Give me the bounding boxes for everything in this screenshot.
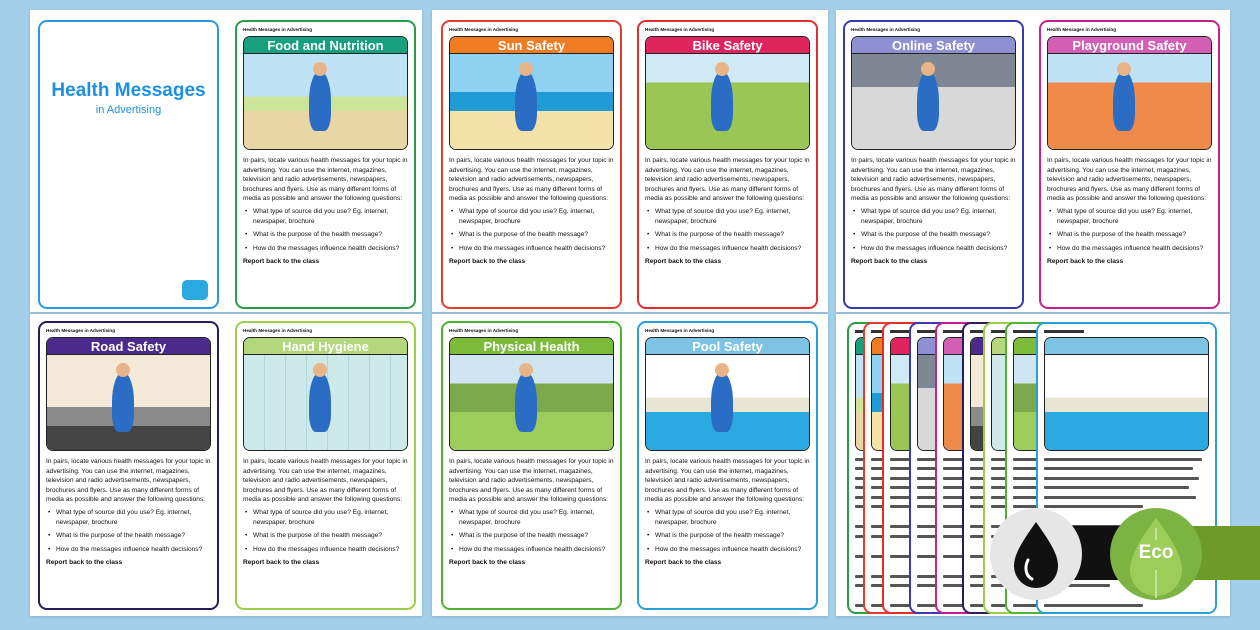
question-bullet: • What type of source did you use? Eg. internet, newspaper, brochure	[449, 207, 614, 226]
question-bullet: • What is the purpose of the health message?	[449, 230, 614, 240]
report-text: Report back to the class	[449, 559, 526, 567]
child-figure	[309, 372, 331, 432]
question-bullet: • What type of source did you use? Eg. internet, newspaper, brochure	[1047, 207, 1212, 226]
report-text: Report back to the class	[1047, 258, 1124, 266]
scene-image	[450, 355, 613, 450]
report-text: Report back to the class	[243, 559, 320, 567]
question-bullet: • How do the messages influence health decisions?	[851, 244, 1016, 254]
card-header: Health Messages in Advertising	[46, 328, 116, 333]
report-text: Report back to the class	[243, 258, 320, 266]
card-header: Health Messages in Advertising	[449, 328, 519, 333]
scene-image	[1045, 355, 1208, 450]
activity-card-playground-safety	[1039, 20, 1220, 309]
intro-text: In pairs, locate various health messages for your topic in advertising. You can use the internet, magazines, television and radio advertisements, newspapers, brochures and flyers. Use as many different forms of media as possible and answer the following questions:	[449, 458, 614, 504]
intro-text: In pairs, locate various health messages for your topic in advertising. You can use the internet, magazines, television and radio advertisements, newspapers, brochures and flyers. Use as many different forms of media as possible and answer the following questions:	[46, 458, 211, 504]
child-figure	[711, 71, 733, 131]
text-line-placeholder	[1044, 458, 1202, 461]
scene-image	[47, 355, 210, 450]
question-bullet: • What is the purpose of the health message?	[645, 531, 810, 541]
card-title: Playground Safety	[1048, 37, 1211, 54]
question-bullet: • How do the messages influence health decisions?	[645, 244, 810, 254]
activity-card-sun-safety	[441, 20, 622, 309]
card-instructions	[645, 457, 810, 568]
text-line-placeholder	[1044, 467, 1193, 470]
question-bullet: • What is the purpose of the health message?	[1047, 230, 1212, 240]
question-bullet: • How do the messages influence health decisions?	[1047, 244, 1212, 254]
question-bullet: • What type of source did you use? Eg. internet, newspaper, brochure	[645, 508, 810, 527]
text-line-placeholder	[1044, 477, 1199, 480]
intro-text: In pairs, locate various health messages for your topic in advertising. You can use the internet, magazines, television and radio advertisements, newspapers, brochures and flyers. Use as many different forms of media as possible and answer the following questions:	[243, 458, 408, 504]
child-head	[921, 62, 935, 76]
question-bullet: • How do the messages influence health decisions?	[645, 545, 810, 555]
question-bullet: • What type of source did you use? Eg. internet, newspaper, brochure	[46, 508, 211, 527]
scene-image	[450, 54, 613, 149]
question-bullet: • What type of source did you use? Eg. internet, newspaper, brochure	[243, 508, 408, 527]
question-bullet: • What type of source did you use? Eg. internet, newspaper, brochure	[243, 207, 408, 226]
question-bullet: • What is the purpose of the health message?	[645, 230, 810, 240]
question-bullet: • What type of source did you use? Eg. internet, newspaper, brochure	[851, 207, 1016, 226]
child-figure	[917, 71, 939, 131]
activity-card-physical-health	[441, 321, 622, 610]
text-line-placeholder	[1044, 486, 1189, 489]
report-text: Report back to the class	[851, 258, 928, 266]
intro-text: In pairs, locate various health messages for your topic in advertising. You can use the internet, magazines, television and radio advertisements, newspapers, brochures and flyers. Use as many different forms of media as possible and answer the following questions:	[645, 157, 810, 203]
title-card	[38, 20, 219, 309]
card-instructions	[449, 156, 614, 267]
question-bullet: • How do the messages influence health decisions?	[46, 545, 211, 555]
question-bullet: • What is the purpose of the health message?	[243, 531, 408, 541]
card-instructions	[645, 156, 810, 267]
child-head	[715, 363, 729, 377]
scene-image	[244, 54, 407, 149]
activity-card-online-safety	[843, 20, 1024, 309]
header-placeholder	[1044, 330, 1084, 333]
report-text: Report back to the class	[449, 258, 526, 266]
eco-badge	[1110, 508, 1202, 600]
card-illustration	[645, 337, 810, 451]
activity-card-pool-safety	[637, 321, 818, 610]
scene-image	[244, 355, 407, 450]
card-title: Pool Safety	[646, 338, 809, 355]
card-illustration	[46, 337, 211, 451]
card-illustration	[851, 36, 1016, 150]
card-instructions	[243, 457, 408, 568]
child-figure	[515, 372, 537, 432]
question-bullet: • What is the purpose of the health message?	[851, 230, 1016, 240]
question-bullet: • What type of source did you use? Eg. internet, newspaper, brochure	[645, 207, 810, 226]
child-figure	[309, 71, 331, 131]
card-illustration	[645, 36, 810, 150]
intro-text: In pairs, locate various health messages for your topic in advertising. You can use the internet, magazines, television and radio advertisements, newspapers, brochures and flyers. Use as many different forms of media as possible and answer the following questions:	[851, 157, 1016, 203]
intro-text: In pairs, locate various health messages for your topic in advertising. You can use the internet, magazines, television and radio advertisements, newspapers, brochures and flyers. Use as many different forms of media as possible and answer the following questions:	[645, 458, 810, 504]
report-text: Report back to the class	[645, 258, 722, 266]
question-list	[851, 207, 1016, 253]
child-head	[1117, 62, 1131, 76]
child-figure	[515, 71, 537, 131]
child-head	[313, 363, 327, 377]
card-title: Sun Safety	[450, 37, 613, 54]
child-head	[313, 62, 327, 76]
water-badge	[990, 508, 1082, 600]
child-head	[519, 363, 533, 377]
water-drop-icon	[990, 508, 1082, 600]
question-list	[1047, 207, 1212, 253]
scene-image	[646, 355, 809, 450]
card-instructions	[243, 156, 408, 267]
card-header: Health Messages in Advertising	[645, 27, 715, 32]
card-illustration	[243, 36, 408, 150]
intro-text: In pairs, locate various health messages for your topic in advertising. You can use the internet, magazines, television and radio advertisements, newspapers, brochures and flyers. Use as many different forms of media as possible and answer the following questions:	[243, 157, 408, 203]
card-title: Physical Health	[450, 338, 613, 355]
intro-text: In pairs, locate various health messages for your topic in advertising. You can use the internet, magazines, television and radio advertisements, newspapers, brochures and flyers. Use as many different forms of media as possible and answer the following questions:	[1047, 157, 1212, 203]
scene-image	[852, 54, 1015, 149]
question-bullet: • How do the messages influence health decisions?	[449, 244, 614, 254]
activity-card-food-and-nutrition	[235, 20, 416, 309]
question-list	[449, 207, 614, 253]
question-list	[46, 508, 211, 554]
text-line-placeholder	[1044, 604, 1143, 607]
card-title: Bike Safety	[646, 37, 809, 54]
title-bar	[1045, 338, 1208, 355]
child-head	[715, 62, 729, 76]
card-header: Health Messages in Advertising	[243, 27, 313, 32]
child-head	[116, 363, 130, 377]
child-figure	[711, 372, 733, 432]
card-illustration	[1044, 337, 1209, 451]
child-head	[519, 62, 533, 76]
child-figure	[112, 372, 134, 432]
card-instructions	[851, 156, 1016, 267]
card-illustration	[449, 337, 614, 451]
title-card-title: Health Messages	[51, 80, 206, 101]
card-header: Health Messages in Advertising	[1047, 27, 1117, 32]
report-text: Report back to the class	[46, 559, 123, 567]
child-figure	[1113, 71, 1135, 131]
card-title: Food and Nutrition	[244, 37, 407, 54]
question-bullet: • What type of source did you use? Eg. internet, newspaper, brochure	[449, 508, 614, 527]
question-list	[243, 508, 408, 554]
question-bullet: • What is the purpose of the health message?	[46, 531, 211, 541]
card-instructions	[449, 457, 614, 568]
card-title: Hand Hygiene	[244, 338, 407, 355]
card-illustration	[449, 36, 614, 150]
card-header: Health Messages in Advertising	[645, 328, 715, 333]
card-illustration	[1047, 36, 1212, 150]
scene-image	[646, 54, 809, 149]
activity-card-road-safety	[38, 321, 219, 610]
report-text: Report back to the class	[645, 559, 722, 567]
card-instructions	[1047, 156, 1212, 267]
title-card-subtitle: in Advertising	[95, 104, 162, 116]
question-list	[645, 207, 810, 253]
activity-card-bike-safety	[637, 20, 818, 309]
card-title: Road Safety	[47, 338, 210, 355]
card-instructions	[46, 457, 211, 568]
card-illustration	[243, 337, 408, 451]
scene-image	[1048, 54, 1211, 149]
question-bullet: • What is the purpose of the health message?	[449, 531, 614, 541]
intro-text: In pairs, locate various health messages for your topic in advertising. You can use the internet, magazines, television and radio advertisements, newspapers, brochures and flyers. Use as many different forms of media as possible and answer the following questions:	[449, 157, 614, 203]
card-header: Health Messages in Advertising	[243, 328, 313, 333]
question-bullet: • What is the purpose of the health message?	[243, 230, 408, 240]
question-bullet: • How do the messages influence health decisions?	[243, 545, 408, 555]
card-header: Health Messages in Advertising	[851, 27, 921, 32]
question-list	[243, 207, 408, 253]
text-line-placeholder	[1044, 496, 1196, 499]
question-bullet: • How do the messages influence health decisions?	[449, 545, 614, 555]
question-list	[449, 508, 614, 554]
twinkl-logo	[182, 280, 208, 300]
question-list	[645, 508, 810, 554]
activity-card-hand-hygiene	[235, 321, 416, 610]
card-title: Online Safety	[852, 37, 1015, 54]
question-bullet: • How do the messages influence health decisions?	[243, 244, 408, 254]
card-header: Health Messages in Advertising	[449, 27, 519, 32]
eco-label: Eco	[1138, 542, 1174, 563]
